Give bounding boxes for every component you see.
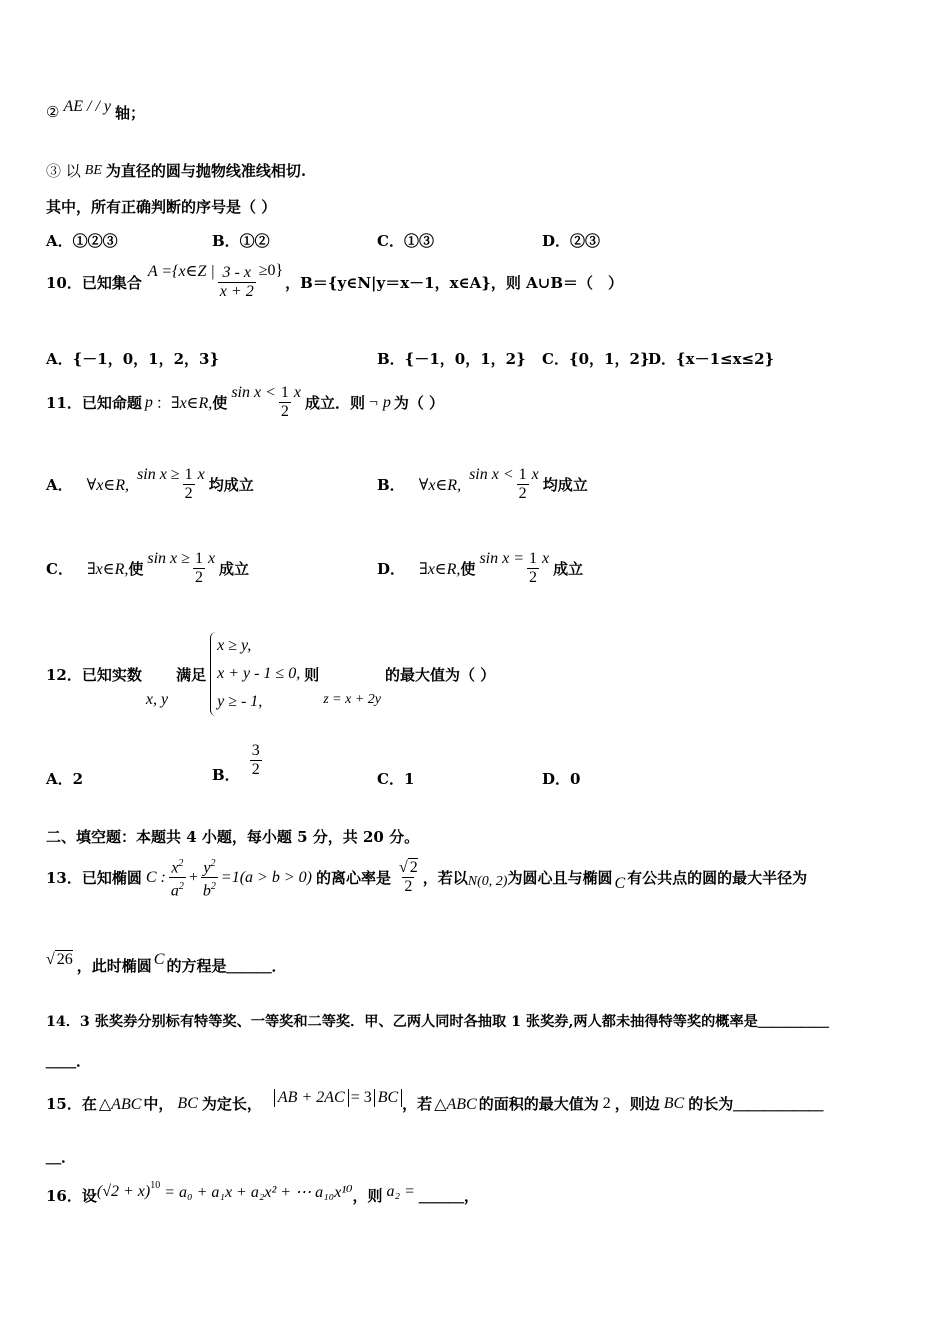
inequality: sin x =: [479, 549, 525, 567]
option-label: B．{－1，0，1，2}: [377, 350, 526, 368]
vars: x, y: [145, 691, 169, 708]
fraction-denominator: 2: [280, 403, 289, 420]
quantifier: ∃x∈R,: [419, 560, 461, 578]
q9-item-2: [46, 97, 146, 123]
half-fraction: [279, 384, 291, 421]
var-x: x: [531, 465, 539, 483]
set-a-right: ≥0}: [258, 261, 284, 279]
use-text: 使: [212, 394, 228, 412]
var-x: x: [542, 549, 550, 567]
option-label: A．①②③: [46, 232, 118, 250]
neg-p: ¬ p: [368, 393, 391, 411]
tail-text: 的最大值为（ ）: [385, 665, 496, 684]
sqrt-radicand: 2: [409, 859, 418, 877]
q13-stem: [46, 855, 807, 901]
fraction-denominator: 2: [184, 485, 193, 502]
var-x: x: [197, 465, 205, 483]
option-label: A．: [46, 476, 73, 494]
equals-three: = 3: [350, 1088, 372, 1106]
option-label: D．: [377, 560, 406, 578]
question-number: 11．已知命题: [46, 394, 142, 412]
q15-cont: [46, 1146, 76, 1167]
fraction-numerator: 1: [529, 550, 538, 567]
item-mark: ②: [46, 105, 60, 121]
var-x: x: [207, 549, 216, 567]
q9-item-3: [46, 160, 306, 181]
objective: z = x + 2y: [323, 692, 381, 707]
q11-stem: [46, 384, 444, 421]
q11-option-a[interactable]: [46, 466, 254, 503]
mid-text-3: ，若: [402, 1095, 433, 1113]
fraction-numerator: 1: [184, 466, 193, 483]
constraint-3: y ≥ - 1,: [217, 693, 263, 710]
constraint-2: x + y - 1 ≤ 0,: [217, 665, 301, 682]
q14-stem: [46, 1011, 829, 1031]
q9-option-b[interactable]: [212, 230, 270, 251]
ellipse-c: C: [614, 874, 626, 892]
line2-text: ，此时椭圆: [76, 957, 152, 975]
q10-option-d[interactable]: [648, 348, 774, 369]
set-b-text: ，B＝{y∈N|y＝x－1，x∈A}，则 A∪B＝（ ）: [285, 274, 624, 292]
side-bc: BC: [177, 1094, 198, 1112]
question-number: 12．已知实数: [46, 665, 142, 684]
fraction-numerator: 1: [280, 384, 289, 401]
q10-option-c[interactable]: [542, 348, 650, 369]
option-label: D．0: [542, 770, 581, 788]
then-text: 则: [304, 665, 320, 684]
question-number: 16．设: [46, 1187, 97, 1205]
fraction-numerator: 1: [518, 466, 527, 483]
prop-p: p: [144, 393, 153, 411]
mid-text: 中，: [143, 1095, 174, 1113]
option-pre: 使: [128, 560, 144, 578]
plus-sign: +: [188, 868, 198, 886]
b-var: b: [202, 882, 211, 900]
inequality: sin x ≥: [147, 549, 190, 567]
option-pre: 使: [460, 560, 476, 578]
expansion: = a₀ + a₁x + a₂x² + ⋯ a₁₀x¹⁰: [164, 1183, 353, 1201]
q12-option-d[interactable]: [542, 768, 580, 789]
q13-line-2: [46, 950, 287, 976]
question-number: 15．在: [46, 1095, 97, 1113]
q11-option-d[interactable]: [377, 550, 583, 587]
quantifier: ∀x∈R,: [418, 476, 462, 494]
mid-text-2: 为圆心且与椭圆: [507, 869, 613, 888]
half-fraction: [517, 466, 529, 503]
option-label: C．: [46, 560, 73, 578]
option-label: C．①③: [377, 232, 434, 250]
binomial-exponent: 10: [150, 1180, 161, 1191]
q12-option-b[interactable]: [212, 742, 265, 784]
ellipse-c: C: [153, 950, 165, 968]
question-number: 10．已知集合: [46, 274, 142, 292]
q9-option-c[interactable]: [377, 230, 434, 251]
y-var: y: [203, 859, 211, 877]
option-label: A．{－1，0，1，2，3}: [46, 350, 220, 368]
q10-option-b[interactable]: [377, 348, 526, 369]
section-2-title: [46, 826, 419, 847]
fraction-numerator: 1: [194, 550, 203, 567]
fraction-denominator: 2: [529, 569, 538, 586]
x-term: $\frac{x^2}{a^2}$: [170, 858, 184, 900]
q9-option-d[interactable]: [542, 230, 600, 251]
set-a-left: A ={x∈Z |: [147, 262, 215, 280]
section-title: 二、填空题：本题共 4 小题，每小题 5 分，共 20 分。: [46, 828, 420, 846]
colon: ：: [155, 394, 171, 412]
option-post: 成立: [553, 560, 584, 578]
item-mark: ③ 以: [46, 162, 81, 180]
sqrt-radicand: 26: [56, 950, 73, 968]
inequality: sin x <: [469, 465, 514, 483]
option-label: D．②③: [542, 232, 601, 250]
ellipse-condition: =1(a > b > 0): [220, 868, 312, 886]
var-x: x: [293, 383, 301, 401]
q11-option-c[interactable]: [46, 550, 249, 587]
tail-text: 有公共点的圆的最大半径为: [627, 869, 808, 888]
x-var: x: [171, 859, 179, 877]
tail-text-2: 为（ ）: [393, 394, 445, 412]
quantifier: ∃x∈R,: [86, 560, 129, 578]
fraction-denominator: 2: [251, 761, 260, 778]
q16-stem: [46, 1180, 479, 1206]
half-fraction: [183, 466, 195, 503]
tail-text: 成立．则: [305, 394, 366, 412]
max-area: 2: [602, 1094, 611, 1112]
q11-option-b[interactable]: [377, 466, 588, 503]
answer-blank[interactable]: ＿．: [46, 1148, 77, 1166]
half-fraction: [527, 550, 539, 587]
option-label: A．2: [46, 770, 84, 788]
option-post: 均成立: [208, 476, 254, 494]
coefficient-a2: a₂ =: [386, 1182, 415, 1200]
fraction-denominator: x + 2: [219, 283, 254, 300]
item-text: 轴；: [115, 104, 146, 122]
q9-option-a[interactable]: [46, 230, 118, 251]
option-label: C．{0，1，2}: [542, 350, 650, 368]
option-post: 成立: [219, 560, 250, 578]
fraction-denominator: 2: [404, 878, 413, 896]
q9-stem: [46, 196, 276, 217]
fraction-denominator: 2: [194, 569, 203, 586]
q14-cont: [46, 1050, 91, 1071]
item-math: BE: [84, 162, 102, 178]
circle-center: N(0, 2): [467, 873, 508, 889]
option-label: B．: [377, 476, 405, 494]
fraction-numerator: 3 - x: [222, 264, 251, 281]
triangle-2: △ABC: [434, 1095, 477, 1113]
q10-stem: [46, 261, 624, 301]
fraction-numerator: 3: [251, 742, 260, 759]
three-halves-fraction: [250, 742, 262, 779]
mid-text-2: 为定长，: [201, 1095, 262, 1113]
eccentricity-value: $\frac{√ 2}{2}$: [398, 859, 418, 896]
question-number: 13．已知椭圆: [46, 869, 142, 888]
option-post: 均成立: [542, 476, 588, 494]
tail-text: 的长为＿＿＿＿＿＿: [688, 1095, 824, 1113]
mid-text: ，则: [352, 1187, 383, 1205]
triangle: △ABC: [98, 1095, 142, 1113]
item-text: 为直径的圆与抛物线准线相切.: [105, 162, 307, 180]
fraction-denominator: 2: [518, 485, 527, 502]
option-label: B．: [212, 766, 240, 784]
set-a-fraction: [218, 264, 256, 301]
mid-text: ，若以: [422, 869, 468, 888]
option-label: D．{x－1≤x≤2}: [648, 350, 775, 368]
option-label: B．①②: [212, 232, 270, 250]
eccentricity-text: 的离心率是: [315, 869, 391, 888]
q12-option-c[interactable]: [377, 768, 414, 789]
q12-stem: [46, 632, 495, 716]
q10-option-a[interactable]: [46, 348, 219, 369]
side-bc-2: BC: [663, 1094, 685, 1112]
quantifier: ∀x∈R,: [86, 476, 130, 494]
sqrt-26: √ 26: [46, 950, 73, 968]
item-math: AE / / y: [63, 97, 111, 115]
a-var: a: [170, 882, 179, 900]
constraint-system: [210, 632, 300, 716]
q15-stem: [46, 1088, 824, 1114]
ineq-left: sin x <: [231, 383, 276, 401]
binomial-base: (√2 + x): [96, 1182, 151, 1200]
mid-text-5: ，则边: [614, 1095, 660, 1113]
half-fraction: [193, 550, 205, 587]
quantifier: ∃x∈R,: [170, 394, 213, 412]
q12-option-a[interactable]: [46, 768, 83, 789]
question-text: 14．3 张奖券分别标有特等奖、一等奖和二等奖．甲、乙两人同时各抽取 1 张奖券,两人都未抽得特等奖的概率是＿＿＿＿＿: [46, 1014, 829, 1030]
abs-expression: AB + 2AC: [274, 1089, 349, 1107]
ellipse-label: C :: [145, 868, 166, 886]
option-label: C．1: [377, 770, 415, 788]
constraint-1: x ≥ y,: [217, 637, 252, 654]
stem-text: 其中，所有正确判断的序号是（ ）: [46, 198, 277, 216]
abs-bc: BC: [374, 1089, 402, 1107]
line2-tail: 的方程是＿＿＿．: [166, 957, 287, 975]
answer-blank[interactable]: ＿＿＿，: [418, 1187, 479, 1205]
mid-text-4: 的面积的最大值为: [478, 1095, 599, 1113]
satisfy-text: 满足: [176, 665, 207, 684]
y-term: $\frac{y^2}{b^2}$: [202, 858, 216, 900]
answer-blank[interactable]: ＿＿．: [46, 1052, 92, 1070]
inequality: sin x ≥: [137, 465, 180, 483]
